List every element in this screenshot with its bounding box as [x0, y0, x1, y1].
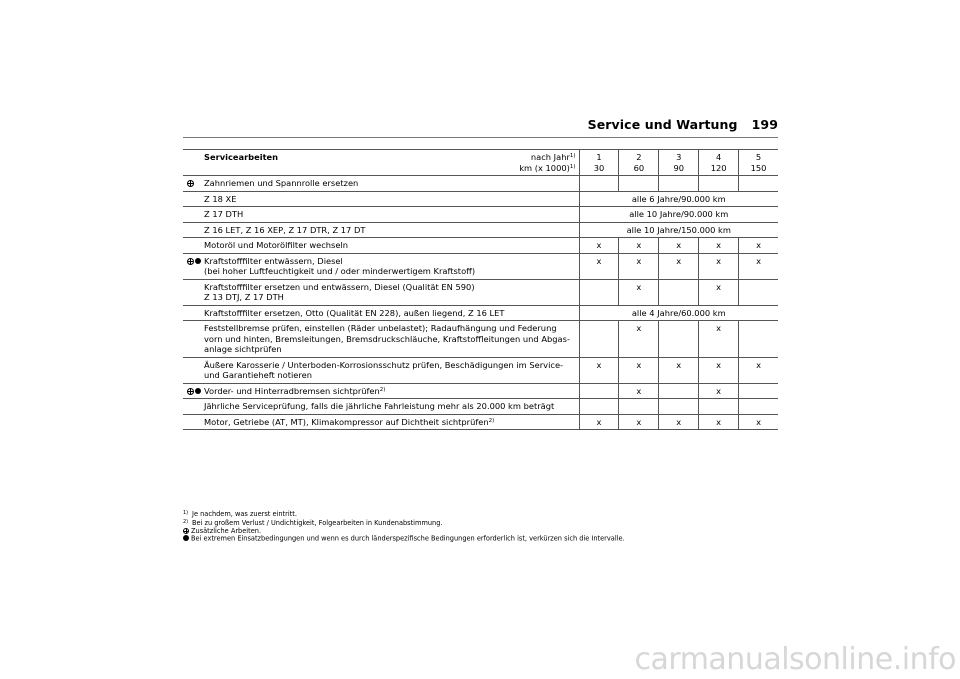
- interval-cell: [579, 399, 619, 415]
- interval-cell: alle 10 Jahre/90.000 km: [579, 207, 778, 223]
- interval-cell: x: [659, 357, 699, 383]
- interval-cell: [739, 383, 778, 399]
- interval-cell: [739, 176, 778, 192]
- interval-cell: x: [579, 238, 619, 254]
- interval-cell: x: [619, 321, 659, 358]
- footnote-dot: Bei extremen Einsatzbedingungen und wenn es durch länderspezifische Bedingungen erforderlich ist, verkürzen sich die Intervalle.: [183, 535, 625, 543]
- row-description: Feststellbremse prüfen, einstellen (Räder unbelastet); Radaufhängung und Federung vorn und hinten, Bremsleitungen, Bremsdruckschläuche, Kraftstoffleitungen und Abgas- anlage sichtprüfen: [201, 321, 579, 358]
- col-year-2: 2 60: [619, 150, 659, 176]
- footnote-ref: 2): [379, 386, 386, 393]
- interval-cell: x: [619, 357, 659, 383]
- footnote-ref: 1): [569, 163, 576, 170]
- interval-cell: x: [579, 253, 619, 279]
- interval-cell: [739, 279, 778, 305]
- footnote-plus: Zusätzliche Arbeiten.: [183, 528, 625, 536]
- interval-cell: x: [699, 383, 739, 399]
- circled-plus-icon: [183, 528, 189, 534]
- interval-cell: [699, 399, 739, 415]
- interval-cell: x: [699, 321, 739, 358]
- interval-cell: x: [699, 414, 739, 430]
- row-description: Motor, Getriebe (AT, MT), Klimakompressor auf Dichtheit sichtprüfen$^{2)}$: [201, 414, 579, 430]
- interval-cell: x: [659, 414, 699, 430]
- table-row: [183, 253, 778, 279]
- interval-cell: x: [699, 279, 739, 305]
- interval-cell: [659, 383, 699, 399]
- table-row: [183, 383, 778, 399]
- interval-cell: x: [619, 253, 659, 279]
- interval-cell: alle 6 Jahre/90.000 km: [579, 191, 778, 207]
- table-row: [183, 238, 778, 254]
- col-year-4: 4 120: [699, 150, 739, 176]
- col-year-1: 1 30: [579, 150, 619, 176]
- table-row: [183, 305, 778, 321]
- interval-cell: [739, 321, 778, 358]
- row-description: Zahnriemen und Spannrolle ersetzen: [201, 176, 579, 192]
- row-description: Kraftstofffilter ersetzen und entwässern, Diesel (Qualität EN 590) Z 13 DTJ, Z 17 DTH: [201, 279, 579, 305]
- row-description: Äußere Karosserie / Unterboden-Korrosionsschutz prüfen, Beschädigungen im Service- und Garantieheft notieren: [201, 357, 579, 383]
- row-description: Z 18 XE: [201, 191, 579, 207]
- table-row: [183, 321, 778, 358]
- filled-dot-icon: [195, 388, 201, 394]
- filled-dot-icon: [195, 258, 201, 264]
- table-row: [183, 414, 778, 430]
- header-km-label: km (x 1000): [519, 162, 570, 173]
- interval-cell: x: [659, 253, 699, 279]
- row-description: Z 17 DTH: [201, 207, 579, 223]
- header-units: [519, 152, 575, 173]
- filled-dot-icon: [183, 535, 189, 541]
- footnote-ref: 2): [488, 417, 495, 424]
- interval-cell: x: [619, 238, 659, 254]
- interval-cell: x: [739, 238, 778, 254]
- row-description: Z 16 LET, Z 16 XEP, Z 17 DTR, Z 17 DT: [201, 222, 579, 238]
- page-header: [588, 117, 778, 132]
- interval-cell: x: [739, 357, 778, 383]
- table-row: [183, 279, 778, 305]
- interval-cell: [659, 321, 699, 358]
- interval-cell: alle 4 Jahre/60.000 km: [579, 305, 778, 321]
- interval-cell: [579, 383, 619, 399]
- row-description: Vorder- und Hinterradbremsen sichtprüfen$^{2)}$: [201, 383, 579, 399]
- interval-cell: x: [699, 357, 739, 383]
- interval-cell: x: [619, 279, 659, 305]
- footnote-ref: 1): [569, 153, 576, 159]
- col-year-3: 3 90: [659, 150, 699, 176]
- interval-cell: x: [579, 357, 619, 383]
- table-row: [183, 176, 778, 192]
- interval-cell: x: [579, 414, 619, 430]
- interval-cell: [659, 399, 699, 415]
- watermark: carmanualsonline.info: [634, 642, 956, 677]
- interval-cell: [619, 399, 659, 415]
- interval-cell: [739, 399, 778, 415]
- circled-plus-icon: [187, 258, 194, 265]
- row-description: Motoröl und Motorölfilter wechseln: [201, 238, 579, 254]
- table-row: [183, 191, 778, 207]
- row-description: Kraftstofffilter ersetzen, Otto (Qualität EN 228), außen liegend, Z 16 LET: [201, 305, 579, 321]
- section-title: Service und Wartung: [587, 117, 738, 132]
- interval-cell: [579, 176, 619, 192]
- header-label: Servicearbeiten: [204, 152, 279, 162]
- interval-cell: [579, 279, 619, 305]
- table-row: [183, 357, 778, 383]
- table-row: [183, 399, 778, 415]
- header-divider: [183, 137, 778, 138]
- interval-cell: [619, 176, 659, 192]
- footnote-1: 1) Je nachdem, was zuerst eintritt.: [183, 510, 297, 518]
- interval-cell: x: [659, 238, 699, 254]
- footnote-2: 2) Bei zu großem Verlust / Undichtigkeit, Folgearbeiten in Kundenabstimmung.: [183, 518, 443, 527]
- footnotes: [183, 510, 625, 544]
- col-year-5: 5 150: [739, 150, 778, 176]
- interval-cell: x: [699, 253, 739, 279]
- table-row: [183, 207, 778, 223]
- table-header-row: [183, 150, 778, 176]
- interval-cell: [699, 176, 739, 192]
- interval-cell: alle 10 Jahre/150.000 km: [579, 222, 778, 238]
- interval-cell: x: [739, 253, 778, 279]
- row-description: Kraftstofffilter entwässern, Diesel (bei hoher Luftfeuchtigkeit und / oder minderwertigem Kraftstoff): [201, 253, 579, 279]
- interval-cell: [659, 279, 699, 305]
- page-number: 199: [751, 117, 778, 132]
- interval-cell: [659, 176, 699, 192]
- interval-cell: [579, 321, 619, 358]
- table-row: [183, 222, 778, 238]
- row-description: Jährliche Serviceprüfung, falls die jährliche Fahrleistung mehr als 20.000 km beträgt: [201, 399, 579, 415]
- interval-cell: x: [619, 414, 659, 430]
- interval-cell: x: [619, 383, 659, 399]
- service-table: [183, 149, 778, 430]
- interval-cell: x: [699, 238, 739, 254]
- header-year-label: nach Jahr: [530, 152, 570, 162]
- interval-cell: x: [739, 414, 778, 430]
- circled-plus-icon: [187, 388, 194, 395]
- circled-plus-icon: [187, 180, 194, 187]
